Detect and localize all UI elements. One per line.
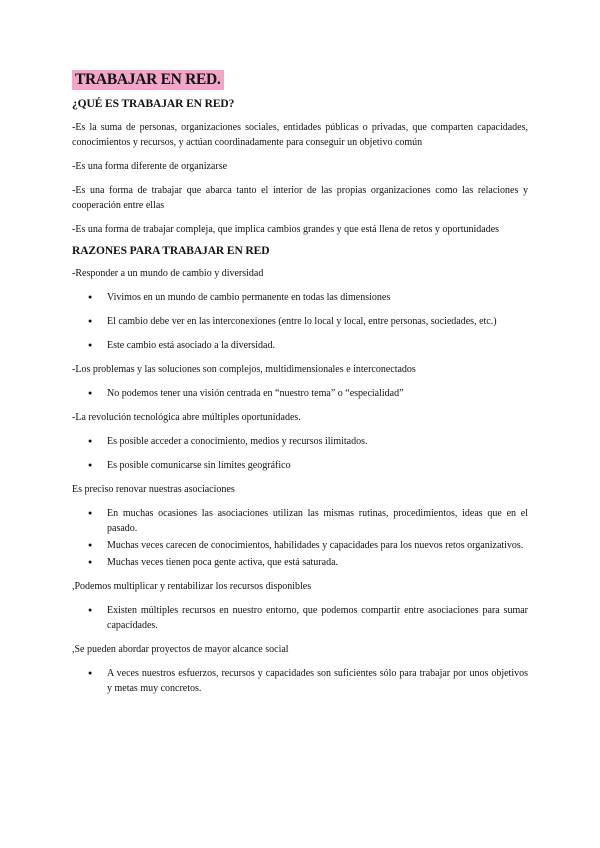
list-item: ● Este cambio está asociado a la diversidad. [72, 338, 528, 353]
reason-lead: ,Podemos multiplicar y rentabilizar los recursos disponibles [72, 581, 312, 592]
section-heading-razones: RAZONES PARA TRABAJAR EN RED [72, 245, 270, 257]
list-item: ● Es posible acceder a conocimiento, medios y recursos ilimitados. [72, 434, 528, 449]
reason-lead: -Los problemas y las soluciones son complejos, multidimensionales e interconectados [72, 364, 416, 375]
definition-paragraph: -Es una forma de trabajar compleja, que implica cambios grandes y que está llena de retos y oportunidades [72, 224, 500, 235]
list-item: ● Muchas veces tienen poca gente activa, que está saturada. [72, 555, 528, 570]
list-item: ● El cambio debe ver en las interconexiones (entre lo local y local, entre personas, sociedades, etc.) [72, 314, 528, 329]
section-heading-que-es: ¿QUÉ ES TRABAJAR EN RED? [72, 98, 235, 110]
document-title: TRABAJAR EN RED. [72, 70, 224, 90]
list-item: ● Vivimos en un mundo de cambio permanente en todas las dimensiones [72, 290, 528, 305]
list-item: ● Es posible comunicarse sin límites geográfico [72, 458, 528, 473]
document-page [72, 70, 528, 696]
list-item: ● Muchas veces carecen de conocimientos, habilidades y capacidades para los nuevos retos organizativos. [72, 538, 528, 553]
reason-lead: -La revolución tecnológica abre múltiples oportunidades. [72, 412, 301, 423]
bullet-list [72, 603, 528, 633]
list-item: ● No podemos tener una visión centrada en “nuestro tema” o “especialidad” [72, 386, 528, 401]
bullet-list [72, 434, 528, 473]
list-item: ● A veces nuestros esfuerzos, recursos y capacidades son suficientes sólo para trabajar por unos objetivos y metas muy concretos. [72, 666, 528, 696]
definition-paragraph: -Es una forma diferente de organizarse [72, 161, 228, 172]
bullet-list [72, 666, 528, 696]
reason-lead: Es preciso renovar nuestras asociaciones [72, 484, 235, 495]
list-item: ● En muchas ocasiones las asociaciones utilizan las mismas rutinas, procedimientos, ideas que en el pasado. [72, 506, 528, 536]
reason-lead: -Responder a un mundo de cambio y diversidad [72, 268, 264, 279]
list-item: ● Existen múltiples recursos en nuestro entorno, que podemos compartir entre asociaciones para sumar capacidades. [72, 603, 528, 633]
reason-lead: ,Se pueden abordar proyectos de mayor alcance social [72, 644, 289, 655]
definition-paragraph: -Es la suma de personas, organizaciones sociales, entidades públicas o privadas, que comparten capacidades, conocimientos y recursos, y actúan coordinadamente para conseguir un objetivo común [72, 122, 528, 148]
definition-paragraph: -Es una forma de trabajar que abarca tanto el interior de las propias organizaciones como las relaciones y cooperación entre ellas [72, 185, 528, 211]
bullet-list [72, 506, 528, 570]
bullet-list [72, 386, 528, 401]
bullet-list [72, 290, 528, 353]
